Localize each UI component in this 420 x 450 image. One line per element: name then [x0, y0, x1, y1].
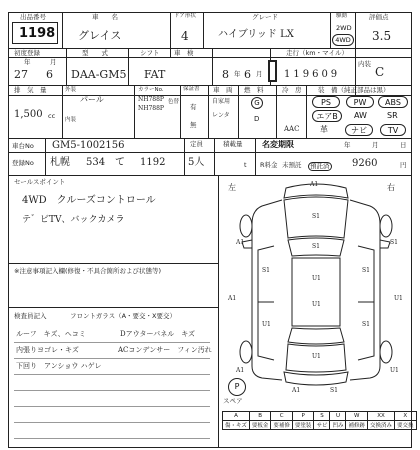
door-label: ドア形状: [174, 13, 196, 19]
plate-region: 札幌: [50, 157, 70, 168]
mark-right-rear-door: S1: [362, 321, 370, 328]
shift-label: シフト: [140, 49, 160, 57]
transfer-year: 年: [344, 141, 351, 149]
equip-sr: SR: [387, 111, 398, 120]
recycle-label: R料金: [260, 161, 278, 169]
right-label: 右: [387, 183, 395, 192]
grade-label: グレード: [252, 13, 278, 21]
mark-hood: S1: [312, 213, 320, 220]
displacement-label: 排 気 量: [14, 86, 47, 94]
grade: ハイブリッド LX: [218, 29, 294, 40]
left-label: 左: [228, 183, 236, 192]
legend-code: W: [346, 412, 368, 421]
displacement-unit: cc: [48, 112, 56, 120]
equip-aw: AW: [354, 111, 367, 120]
warranty-none: 無: [190, 121, 197, 129]
inspection-month-unit: 月: [256, 70, 263, 78]
legend-meaning: 交換済み: [367, 421, 394, 430]
equip-pw: PW: [346, 96, 374, 108]
legend-meaning: 要交換: [395, 421, 417, 430]
legend-code: X: [395, 412, 417, 421]
plate-kana: て: [115, 157, 125, 168]
mark-rear-bumper-left: A1: [292, 387, 301, 394]
legend-code: S: [314, 412, 330, 421]
inspector-label: 検査員記入: [14, 312, 47, 320]
ext-color-label: 外装: [65, 87, 77, 93]
doors: 4: [181, 29, 189, 43]
legend-meaning: 補修跡: [346, 421, 368, 430]
sales-points-label: セールスポイント: [14, 178, 66, 186]
mileage-marker: [268, 60, 277, 82]
mark-front-bumper: A1: [310, 181, 319, 188]
type-private: 自家用: [212, 98, 231, 105]
sales-point-2: テ゛ビTV、バックカメラ: [22, 215, 125, 225]
mark-roof-2: U1: [312, 301, 321, 308]
legend-meaning: 凹み: [330, 421, 346, 430]
mark-windshield: S1: [312, 243, 320, 250]
mark-left-sill: A1: [228, 295, 237, 302]
fuel-g-circled: G: [251, 97, 263, 109]
reg-label: 初度登録: [14, 49, 40, 57]
legend-code: B: [249, 412, 271, 421]
transfer-label: 名変期限: [262, 140, 294, 149]
equip-airbag: エアB: [312, 110, 342, 122]
mark-left-rear-fender: A1: [236, 367, 245, 374]
inspector-note-5: 下回り アンショウ ハゲレ: [16, 362, 102, 370]
plate-number: 1192: [140, 157, 166, 168]
drive-2wd: 2WD: [336, 24, 352, 32]
lot-number: 1198: [19, 26, 56, 41]
model-code: DAA-GM5: [71, 68, 127, 81]
score-label: 評価点: [369, 13, 389, 21]
color-no-label: カラーNo.: [138, 87, 164, 93]
recycle-yen: 円: [400, 161, 407, 169]
mark-left-front-fender: A1: [236, 239, 245, 246]
car-name-label: 車 名: [92, 13, 118, 21]
spare-label: スペア: [223, 397, 243, 405]
legend-code: A: [223, 412, 250, 421]
inspection-year-unit: 年: [234, 70, 241, 78]
reg-no-label: 登録No: [12, 159, 34, 167]
equip-tv: TV: [380, 124, 406, 136]
int-color-label: 内装: [65, 117, 77, 123]
mark-right-front-fender: S1: [390, 239, 398, 246]
ac-value: AAC: [284, 125, 300, 133]
mark-rear-bumper-right: S1: [330, 387, 338, 394]
legend-meaning: 要板金: [249, 421, 271, 430]
frame-number: GM5-1002156: [52, 140, 125, 151]
glass-label: フロントガラス（A・要交・X要交）: [70, 312, 177, 320]
color-no-new: NH788P: [138, 105, 164, 112]
capacity-label: 定員: [190, 140, 203, 148]
shift-type: FAT: [144, 68, 166, 81]
equip-leather: 革: [320, 125, 328, 134]
score: 3.5: [372, 29, 392, 43]
warranty-label: 保証書: [183, 86, 200, 92]
mileage: 119609: [284, 69, 341, 80]
legend-code: C: [271, 412, 293, 421]
model-label: 型 式: [82, 49, 108, 57]
sales-point-1: 4WD クルーズコントロール: [22, 195, 156, 206]
inspector-note-3: 内張りヨゴレ・キズ: [16, 346, 79, 354]
inspector-note-1: ルーフ キズ、ヘコミ: [16, 330, 86, 338]
legend-code: P: [292, 412, 314, 421]
load-unit: t: [244, 161, 247, 169]
displacement: 1,500: [14, 109, 43, 120]
transfer-day: 日: [400, 141, 407, 149]
transfer-month: 月: [372, 141, 379, 149]
equip-navi: ナビ: [345, 124, 373, 136]
plate-class: 534: [86, 157, 106, 168]
capacity: 5人: [188, 157, 205, 168]
warranty-has: 有: [190, 103, 197, 111]
equip-ps: PS: [312, 96, 340, 108]
mark-right-front-door: S1: [362, 267, 370, 274]
legend-meaning: 要補修: [271, 421, 293, 430]
reg-year: 27: [14, 68, 28, 81]
type-rental: レンタ: [212, 112, 230, 119]
frame-label: 車台No: [12, 142, 34, 150]
inspection-label: 車 検: [174, 49, 194, 57]
lot-label: 出品番号: [20, 13, 46, 21]
mark-left-front-door: S1: [262, 267, 270, 274]
inspector-note-4: ACコンデンサー フィン汚れ: [118, 346, 212, 354]
mark-trunk: U1: [312, 353, 321, 360]
recycle-amount: 9260: [352, 158, 378, 169]
fuel-d: D: [254, 115, 260, 123]
color-no-old: NH788P: [138, 96, 164, 103]
legend-code: U: [330, 412, 346, 421]
inspector-note-2: Dアウターパネル キズ: [120, 330, 196, 338]
legend-code: XX: [367, 412, 394, 421]
legend-meaning: サビ: [314, 421, 330, 430]
year-label: 年: [24, 58, 31, 66]
recycle-unpaid: 未預託: [282, 161, 302, 169]
drive-4wd-circled: 4WD: [332, 34, 354, 46]
month-label: 月: [50, 58, 57, 66]
inspection-year: 8: [222, 68, 229, 81]
inspection-month: 6: [244, 68, 251, 81]
ac-label: 冷 房: [282, 86, 302, 94]
fuel-label: 燃 料: [244, 86, 264, 94]
ext-color: パール: [80, 95, 104, 104]
spare-tire-circle: P: [228, 378, 246, 396]
legend-meaning: 要塗装: [292, 421, 314, 430]
mark-left-rear-door: U1: [262, 321, 271, 328]
equipment-label: 装 備（純正部品は黒）: [318, 86, 390, 94]
mark-right-sill: U1: [394, 295, 403, 302]
color-change-label: 色替: [168, 99, 180, 105]
recycle-paid-circled: 預託済: [310, 162, 330, 170]
car-name: グレイス: [78, 29, 122, 42]
notes-label: ※注意事項記入欄(修復・不具合箇所および状態等): [14, 267, 162, 275]
car-diagram: [222, 176, 410, 406]
load-label: 積載量: [223, 140, 243, 148]
mark-right-rear-fender: U1: [390, 367, 399, 374]
reg-month: 6: [46, 68, 53, 81]
interior-label: 内装: [358, 60, 371, 68]
equip-abs: ABS: [378, 96, 408, 108]
mileage-label: 走行（km・マイル）: [286, 49, 348, 57]
mark-roof-1: U1: [312, 275, 321, 282]
vehicle-type-label: 車 両: [213, 86, 233, 94]
interior-grade: C: [375, 65, 385, 79]
damage-legend: [222, 411, 417, 430]
legend-meaning: 傷・キズ: [223, 421, 250, 430]
drive-label: 駆動: [336, 13, 348, 19]
